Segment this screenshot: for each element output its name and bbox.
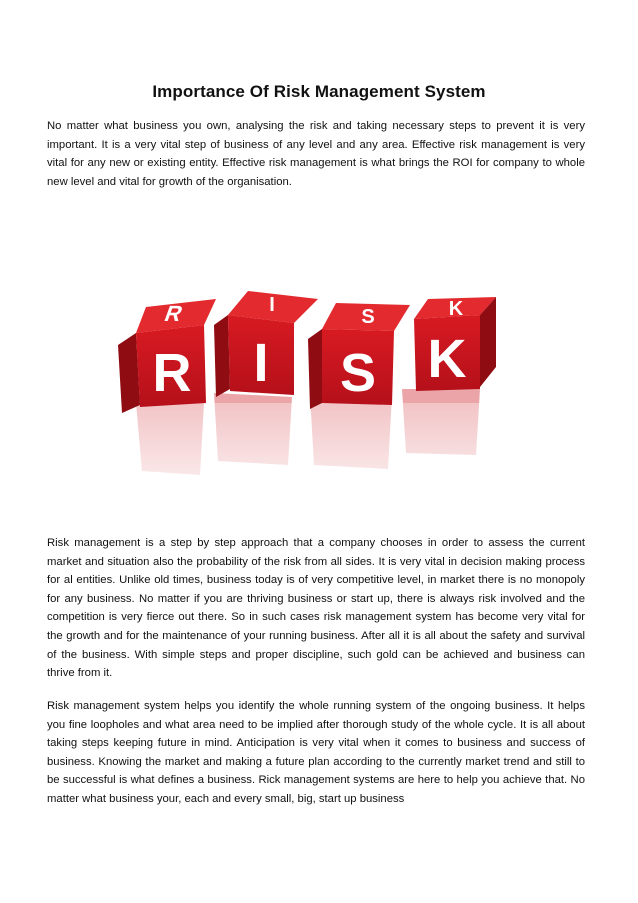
cube-k (414, 297, 496, 391)
paragraph-system: Risk management system helps you identify the whole running system of the ongoing business. It helps you fine loopholes and what area need to be implied after thorough study of the whole cycle. It is all about taking steps keeping future in mind. Anticipation is very vital when it comes to business and success of business. Knowing the market and making a future plan according to the currently market trend and still to be successful is what defines a business. Rick management systems are here to help you achieve that. No matter what business your, each and every small, big, start up business (47, 700, 585, 805)
paragraph-intro: No matter what business you own, analysing the risk and taking necessary steps to prevent it is very important. It is a very vital step of business of any level and any area. Effective risk management is very vital for any new or existing entity. Effective risk management is what brings the ROI for company to whole new level and vital for growth of the organisation. (47, 120, 585, 188)
cube-i-front-letter: I (253, 333, 269, 393)
cube-k-top-letter: K (448, 298, 464, 320)
cube-r (118, 299, 216, 413)
risk-cubes-image (96, 285, 542, 523)
cube-s-front-letter: S (339, 343, 377, 403)
document-title: Importance Of Risk Management System (152, 82, 486, 101)
cube-i-top-letter: I (269, 294, 275, 316)
cube-k-front-letter: K (427, 329, 467, 389)
cube-r-top-letter: R (161, 300, 187, 326)
paragraph-approach: Risk management is a step by step approach that a company chooses in order to assess the current market and situation also the probability of the risk from all sides. It is very vital in decision making process for al entities. Unlike old times, business today is of very competitive level, in market there is no monopoly for any business. No matter if you are thriving business or start up, there is always risk involved and the competition is very fierce out there. So in such cases risk management system has become very vital for the growth and for the maintenance of your running business. After all it is all about the safety and survival of the business. With simple steps and proper discipline, such gold can be achieved and business can thrive from it. (47, 537, 585, 680)
cube-s-top-letter: S (361, 306, 375, 328)
cube-r-front-letter: R (152, 343, 192, 403)
cube-i (214, 291, 318, 397)
cube-s (308, 303, 410, 409)
